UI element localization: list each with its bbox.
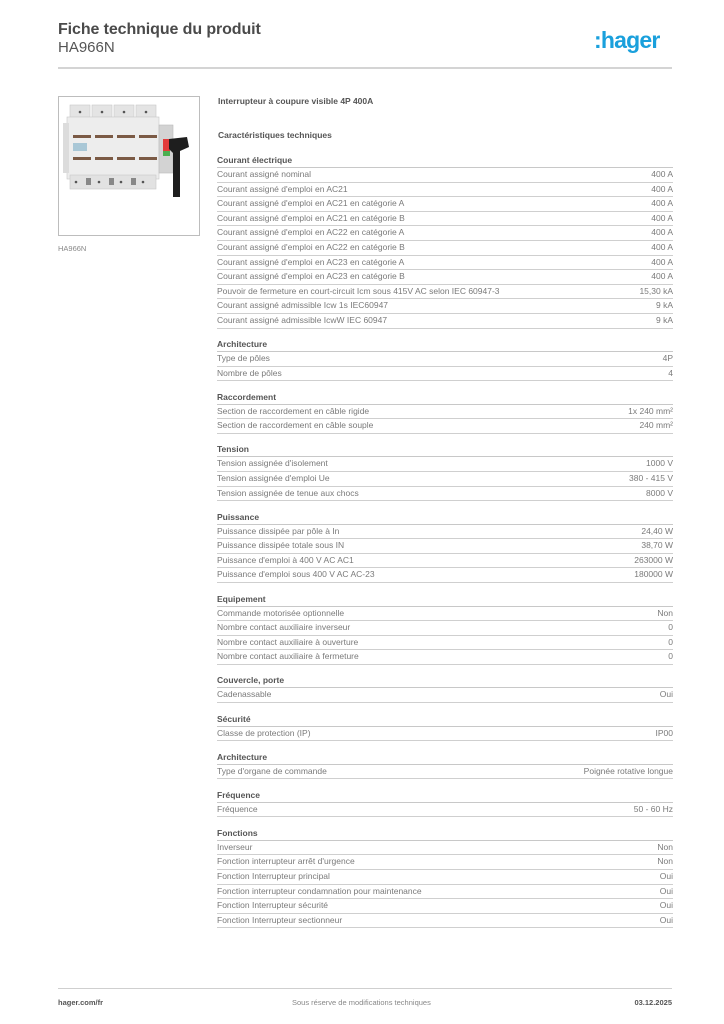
spec-value: 400 A (651, 227, 673, 238)
spec-value: 15,30 kA (639, 285, 673, 296)
spec-label: Cadenassable (217, 689, 272, 700)
spec-row (217, 841, 673, 856)
spec-value: 380 - 415 V (629, 473, 673, 483)
spec-label: Nombre de pôles (217, 367, 282, 378)
spec-value: 38,70 W (641, 540, 673, 551)
spec-label: Puissance d'emploi à 400 V AC AC1 (217, 554, 354, 565)
spec-row (217, 405, 673, 420)
image-caption: HA966N (58, 244, 87, 253)
spec-value: 400 A (651, 241, 673, 252)
spec-label: Puissance dissipée totale sous IN (217, 540, 345, 551)
spec-row (217, 650, 673, 665)
spec-value: 263000 W (634, 554, 673, 565)
spec-value: Non (657, 607, 673, 618)
spec-row (217, 270, 673, 285)
section-frequence (217, 789, 673, 818)
spec-label: Courant assigné d'emploi en AC21 en catégorie B (217, 212, 405, 223)
product-reference: HA966N (58, 39, 115, 56)
section-title: Fréquence (217, 789, 673, 803)
section-tension (217, 443, 673, 501)
section-title: Tension (217, 443, 673, 457)
spec-label: Fréquence (217, 803, 258, 814)
spec-label: Courant assigné d'emploi en AC22 en catégorie B (217, 241, 405, 252)
spec-row (217, 256, 673, 271)
spec-label: Courant assigné admissible Icw 1s IEC60947 (217, 300, 389, 311)
spec-value: 9 kA (655, 314, 673, 325)
section-fonctions (217, 827, 673, 929)
section-title: Couvercle, porte (217, 674, 673, 688)
product-image (58, 96, 200, 236)
spec-row (217, 621, 673, 636)
spec-label: Fonction interrupteur arrêt d'urgence (217, 856, 355, 867)
spec-value: 4 (668, 367, 673, 378)
spec-value: 8000 V (646, 487, 673, 498)
spec-label: Courant assigné d'emploi en AC22 en catégorie A (217, 227, 405, 238)
spec-value: 400 A (651, 169, 673, 179)
spec-label: Courant assigné d'emploi en AC23 en catégorie A (217, 256, 405, 267)
spec-label: Courant assigné nominal (217, 169, 312, 179)
spec-value: 400 A (651, 271, 673, 282)
spec-value: 240 mm² (639, 420, 673, 431)
spec-label: Pouvoir de fermeture en court-circuit Icm sous 415V AC selon IEC 60947-3 (217, 285, 500, 296)
spec-row (217, 803, 673, 818)
section-title: Courant électrique (217, 154, 673, 168)
footer-divider (58, 988, 672, 989)
spec-label: Fonction Interrupteur sécurité (217, 900, 329, 911)
spec-value: Poignée rotative longue (583, 765, 673, 776)
spec-label: Nombre contact auxiliaire à ouverture (217, 636, 359, 647)
spec-value: Oui (659, 871, 673, 881)
product-name: Interrupteur à coupure visible 4P 400A (218, 96, 374, 106)
spec-row (217, 472, 673, 487)
spec-row (217, 727, 673, 742)
switch-disconnector-illustration (59, 97, 199, 235)
spec-value: Oui (659, 900, 673, 911)
footer-website-link[interactable]: hager.com/fr (58, 998, 104, 1007)
spec-value: Oui (659, 885, 673, 896)
spec-value: 400 A (651, 256, 673, 267)
spec-value: 400 A (651, 183, 673, 194)
characteristics-heading: Caractéristiques techniques (218, 130, 332, 140)
section-securite (217, 713, 673, 742)
spec-label: Section de raccordement en câble souple (217, 420, 374, 431)
specifications-table (217, 154, 673, 938)
spec-label: Courant assigné d'emploi en AC23 en catégorie B (217, 271, 405, 282)
spec-row (217, 899, 673, 914)
section-raccordement (217, 391, 673, 434)
spec-row (217, 457, 673, 472)
section-title: Sécurité (217, 713, 673, 727)
spec-value: 0 (668, 651, 673, 662)
spec-value: 0 (668, 636, 673, 647)
spec-row (217, 855, 673, 870)
spec-row (217, 525, 673, 540)
spec-value: Oui (659, 914, 673, 925)
spec-row (217, 914, 673, 929)
spec-label: Fonction interrupteur condamnation pour maintenance (217, 885, 422, 896)
spec-row (217, 688, 673, 703)
spec-row (217, 241, 673, 256)
spec-row (217, 299, 673, 314)
spec-label: Type de pôles (217, 353, 270, 364)
spec-label: Puissance dissipée par pôle à In (217, 525, 340, 536)
spec-row (217, 487, 673, 502)
spec-label: Courant assigné admissible IcwW IEC 60947 (217, 314, 388, 325)
spec-label: Puissance d'emploi sous 400 V AC AC-23 (217, 569, 375, 580)
spec-label: Nombre contact auxiliaire à fermeture (217, 651, 359, 662)
section-title: Architecture (217, 338, 673, 352)
spec-value: IP00 (655, 727, 673, 738)
spec-label: Inverseur (217, 841, 253, 852)
spec-label: Tension assignée de tenue aux chocs (217, 487, 359, 498)
spec-label: Section de raccordement en câble rigide (217, 405, 370, 416)
spec-value: 24,40 W (641, 525, 673, 536)
section-title: Equipement (217, 593, 673, 607)
spec-row (217, 168, 673, 183)
section-couvercle-porte (217, 674, 673, 703)
spec-label: Tension assignée d'emploi Ue (217, 473, 330, 483)
section-equipement (217, 593, 673, 665)
section-architecture (217, 338, 673, 381)
spec-row (217, 367, 673, 382)
spec-label: Courant assigné d'emploi en AC21 (217, 183, 348, 194)
spec-value: 180000 W (634, 569, 673, 580)
spec-row (217, 636, 673, 651)
spec-row (217, 226, 673, 241)
spec-row (217, 870, 673, 885)
section-architecture-commande (217, 751, 673, 780)
spec-row (217, 539, 673, 554)
spec-value: Non (657, 856, 673, 867)
footer-date: 03.12.2025 (634, 998, 672, 1007)
spec-row (217, 885, 673, 900)
spec-value: 9 kA (655, 300, 673, 311)
spec-row (217, 197, 673, 212)
spec-value: 4P (662, 353, 673, 364)
spec-label: Type d'organe de commande (217, 765, 327, 776)
spec-label: Fonction Interrupteur sectionneur (217, 914, 343, 925)
footer-disclaimer: Sous réserve de modifications techniques (292, 998, 431, 1007)
spec-row (217, 352, 673, 367)
spec-label: Courant assigné d'emploi en AC21 en catégorie A (217, 198, 405, 209)
spec-row (217, 765, 673, 780)
section-title: Raccordement (217, 391, 673, 405)
spec-row (217, 419, 673, 434)
spec-label: Classe de protection (IP) (217, 727, 311, 738)
section-courant-electrique (217, 154, 673, 329)
spec-label: Tension assignée d'isolement (217, 458, 328, 469)
spec-row (217, 568, 673, 583)
page-title: Fiche technique du produit (58, 21, 261, 38)
spec-value: Oui (659, 689, 673, 700)
spec-value: 400 A (651, 198, 673, 209)
spec-row (217, 314, 673, 329)
section-title: Architecture (217, 751, 673, 765)
spec-row (217, 607, 673, 622)
section-title: Puissance (217, 511, 673, 525)
spec-row (217, 554, 673, 569)
spec-row (217, 183, 673, 198)
spec-value: 1x 240 mm² (628, 405, 673, 416)
spec-value: 0 (668, 622, 673, 633)
spec-value: Non (657, 841, 673, 852)
spec-label: Nombre contact auxiliaire inverseur (217, 622, 351, 633)
section-title: Fonctions (217, 827, 673, 841)
header-divider (58, 67, 672, 69)
spec-value: 400 A (651, 212, 673, 223)
spec-label: Fonction Interrupteur principal (217, 871, 330, 881)
spec-label: Commande motorisée optionnelle (217, 607, 345, 618)
spec-value: 1000 V (646, 458, 673, 469)
spec-row (217, 285, 673, 300)
hager-logo: :hager (594, 27, 660, 53)
spec-value: 50 - 60 Hz (633, 803, 673, 814)
section-puissance (217, 511, 673, 583)
spec-row (217, 212, 673, 227)
